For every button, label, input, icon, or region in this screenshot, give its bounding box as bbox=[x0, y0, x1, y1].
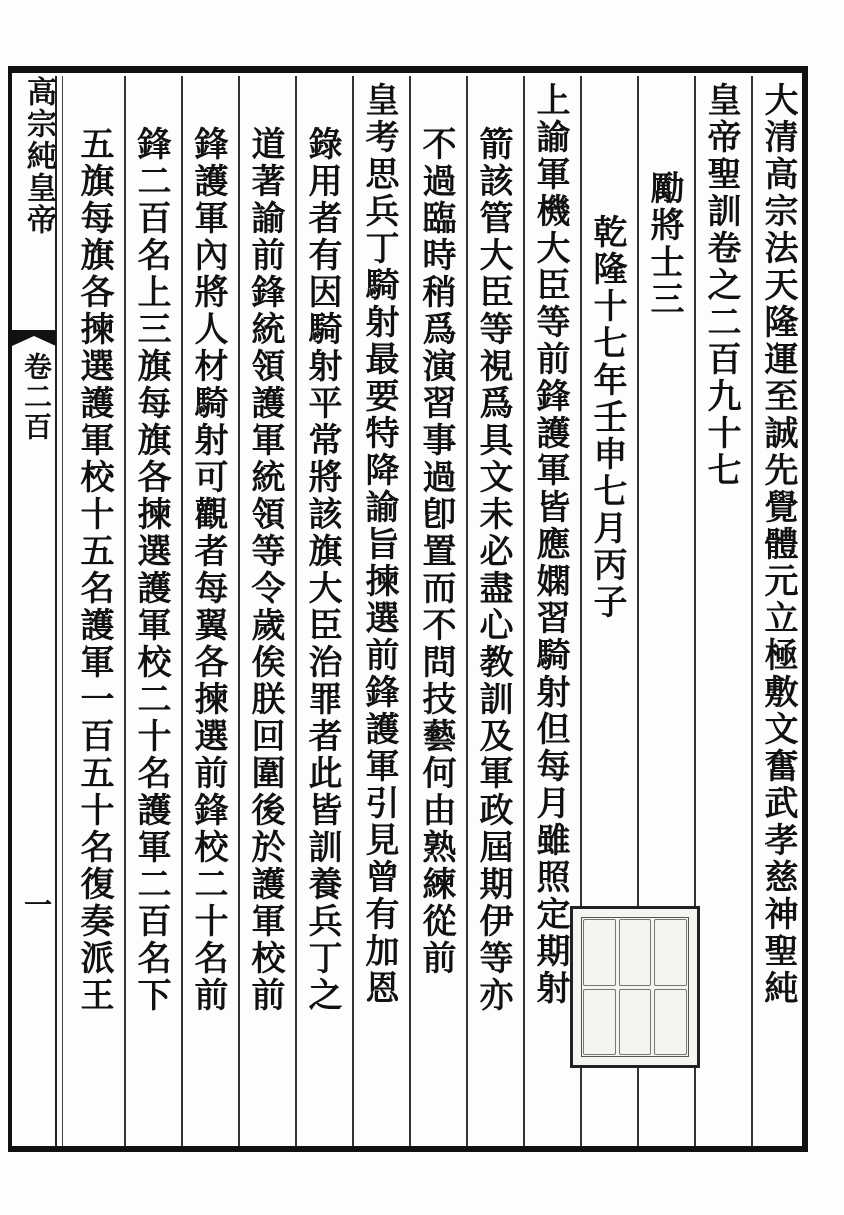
seal-glyph bbox=[654, 919, 687, 986]
seal-glyph bbox=[619, 919, 652, 986]
column-divider bbox=[238, 76, 240, 1146]
column-divider bbox=[124, 76, 126, 1146]
text-column-2: 皇帝聖訓卷之二百九十七 bbox=[701, 82, 741, 489]
frame-left-border bbox=[8, 66, 12, 1152]
margin-divider-line bbox=[55, 76, 57, 1146]
margin-divider-line-inner bbox=[62, 76, 63, 1146]
column-divider bbox=[352, 76, 354, 1146]
text-column-10: 道著諭前鋒統領護軍統領等令歲俟朕回圍後於護軍校前 bbox=[245, 126, 285, 1014]
column-divider bbox=[181, 76, 183, 1146]
margin-volume-number: 卷二百 bbox=[20, 352, 53, 442]
column-divider bbox=[466, 76, 468, 1146]
seal-glyph bbox=[619, 989, 652, 1056]
column-divider bbox=[751, 76, 753, 1146]
margin-title: 高宗純皇帝 bbox=[21, 76, 56, 236]
seal-glyph bbox=[583, 989, 616, 1056]
text-column-11: 鋒護軍內將人材騎射可觀者每翼各揀選前鋒校二十名前 bbox=[188, 126, 228, 1014]
text-column-5: 上諭軍機大臣等前鋒護軍皆應嫻習騎射但每月雖照定期射 bbox=[530, 82, 570, 1007]
text-column-7: 不過臨時稍爲演習事過卽置而不問技藝何由熟練從前 bbox=[416, 126, 456, 977]
collector-seal bbox=[570, 906, 700, 1068]
section-heading: 勵將士三 bbox=[644, 170, 684, 318]
frame-right-border bbox=[802, 66, 808, 1152]
frame-top-border bbox=[8, 66, 808, 73]
margin-page-number: 一 bbox=[20, 890, 53, 918]
text-column-1: 大清高宗法天隆運至誠先覺體元立極敷文奮武孝慈神聖純 bbox=[758, 82, 798, 1007]
text-column-6: 箭該管大臣等視爲具文未必盡心教訓及軍政屆期伊等亦 bbox=[473, 126, 513, 1014]
seal-glyphs bbox=[583, 919, 687, 1055]
text-column-12: 鋒二百名上三旗每旗各揀選護軍校二十名護軍二百名下 bbox=[131, 126, 171, 1014]
frame-bottom-border bbox=[8, 1146, 808, 1152]
seal-glyph bbox=[654, 989, 687, 1056]
column-divider bbox=[523, 76, 525, 1146]
text-column-13: 五旗每旗各揀選護軍校十五名護軍一百五十名復奏派王 bbox=[74, 126, 114, 1014]
date-line: 乾隆十七年壬申七月丙子 bbox=[587, 214, 627, 621]
text-column-8: 皇考思兵丁騎射最要特降諭旨揀選前鋒護軍引見曾有加恩 bbox=[359, 82, 399, 1007]
fish-tail-mark-icon bbox=[12, 330, 56, 346]
seal-glyph bbox=[583, 919, 616, 986]
text-column-9: 錄用者有因騎射平常將該旗大臣治罪者此皆訓養兵丁之 bbox=[302, 126, 342, 1014]
column-divider bbox=[409, 76, 411, 1146]
column-divider bbox=[295, 76, 297, 1146]
